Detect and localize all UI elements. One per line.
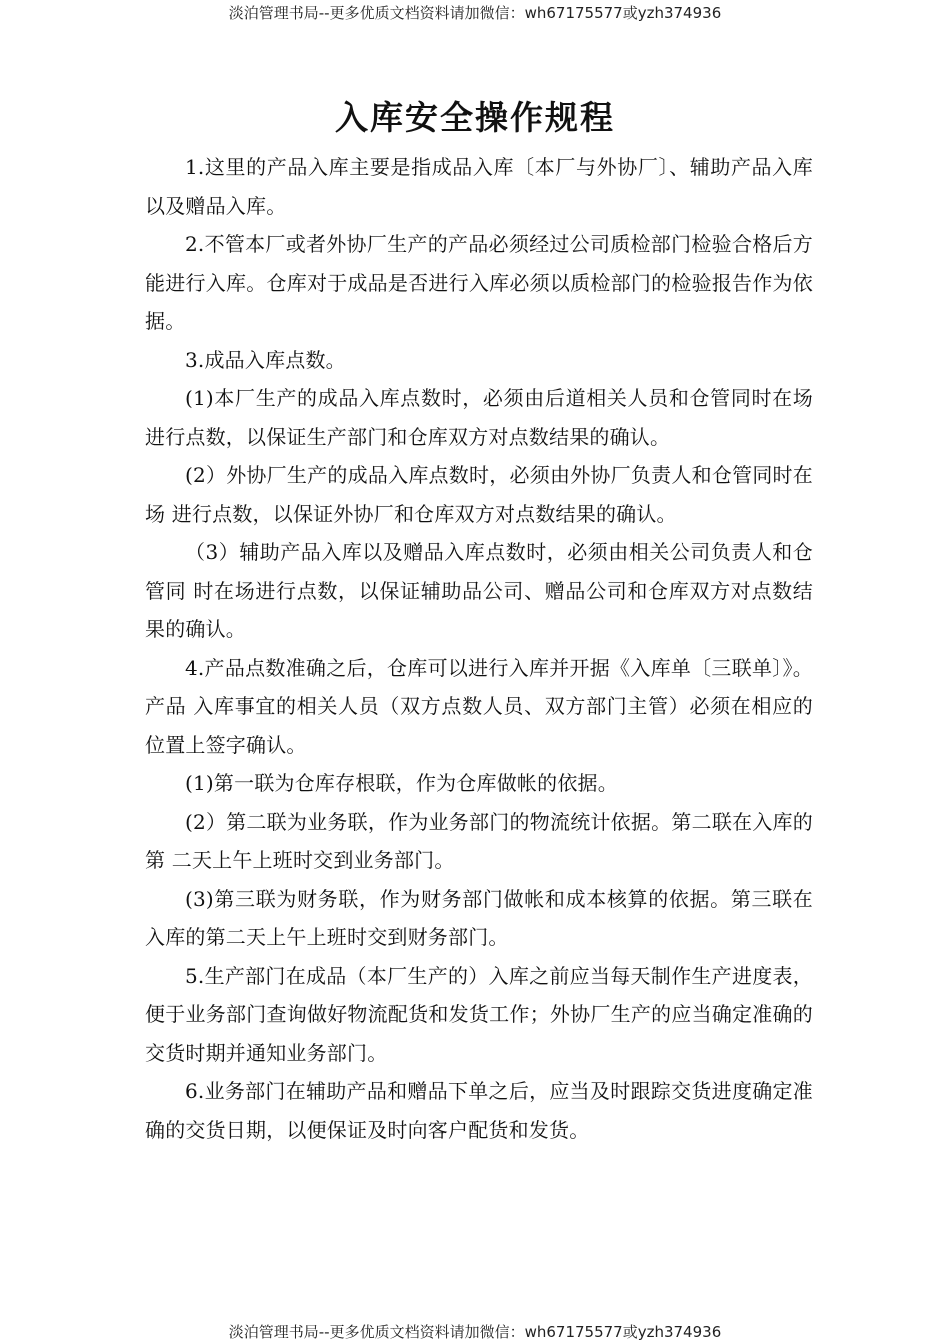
paragraph-6: 6.业务部门在辅助产品和赠品下单之后，应当及时跟踪交货进度确定准确的交货日期，以便保证及时向客户配货和发货。 — [145, 1079, 813, 1142]
paragraph-5: 5.生产部门在成品（本厂生产的）入库之前应当每天制作生产进度表，便于业务部门查询做好物流配货和发货工作；外协厂生产的应当确定准确的交货时期并通知业务部门。 — [145, 963, 813, 1065]
paragraph-2: 2.不管本厂或者外协厂生产的产品必须经过公司质检部门检验合格后方能进行入库。仓库对于成品是否进行入库必须以质检部门的检验报告作为依据。 — [145, 232, 813, 333]
paragraph-1: 1.这里的产品入库主要是指成品入库〔本厂与外协厂〕、辅助产品入库以及赠品入库。 — [145, 155, 813, 218]
paragraph-4-3: (3)第三联为财务联，作为财务部门做帐和成本核算的依据。第三联在入库的第二天上午上班时交到财务部门。 — [145, 886, 813, 949]
paragraph-4: 4.产品点数准确之后，仓库可以进行入库并开据《入库单〔三联单〕》。产品 入库事宜的相关人员（双方点数人员、双方部门主管）必须在相应的位置上签字确认。 — [145, 655, 813, 757]
paragraph-4-2: (2）第二联为业务联，作为业务部门的物流统计依据。第二联在入库的第 二天上午上班时交到业务部门。 — [145, 809, 813, 872]
document-title: 入库安全操作规程 — [335, 98, 615, 137]
page-footer: 淡泊管理书局--更多优质文档资料请加微信：wh67175577或yzh374936 — [228, 1323, 722, 1341]
page-header: 淡泊管理书局--更多优质文档资料请加微信：wh67175577或yzh374936 — [228, 4, 722, 22]
paragraph-4-1: (1)第一联为仓库存根联，作为仓库做帐的依据。 — [185, 771, 618, 795]
paragraph-3-1: (1)本厂生产的成品入库点数时，必须由后道相关人员和仓管同时在场进行点数，以保证生产部门和仓库双方对点数结果的确认。 — [145, 386, 813, 449]
paragraph-3: 3.成品入库点数。 — [185, 347, 346, 372]
paragraph-3-2: (2）外协厂生产的成品入库点数时，必须由外协厂负责人和仓管同时在场 进行点数，以保证外协厂和仓库双方对点数结果的确认。 — [145, 463, 813, 526]
paragraph-3-3: （3）辅助产品入库以及赠品入库点数时，必须由相关公司负责人和仓管同 时在场进行点数，以保证辅助品公司、赠品公司和仓库双方对点数结果的确认。 — [145, 540, 813, 641]
document-body — [145, 148, 813, 1149]
